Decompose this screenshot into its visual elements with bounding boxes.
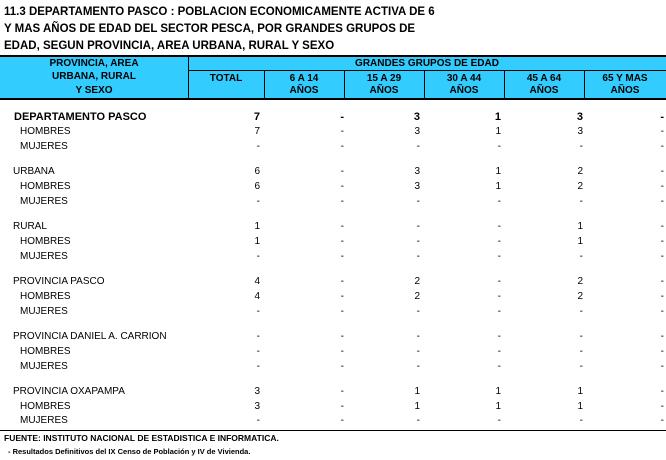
row-label: HOMBRES (20, 401, 71, 412)
row-value: 1 (495, 166, 501, 177)
row-value: - (579, 306, 583, 317)
col-header-15-29: 15 A 29 AÑOS (366, 73, 402, 96)
row-value: - (416, 221, 420, 232)
row-value: - (660, 251, 664, 262)
row-value: - (340, 126, 344, 137)
row-value: - (340, 401, 344, 412)
row-value: 2 (577, 291, 583, 302)
row-value: - (416, 236, 420, 247)
row-label: URBANA (13, 166, 55, 177)
row-value: - (660, 141, 664, 152)
table-row (0, 180, 666, 194)
row-value: 1 (414, 401, 420, 412)
title-line-1: 11.3 DEPARTAMENTO PASCO : POBLACION ECONOMICAMENTE ACTIVA DE 6 (4, 6, 435, 18)
row-value: - (416, 346, 420, 357)
title-line-3: EDAD, SEGUN PROVINCIA, AREA URBANA, RURAL Y SEXO (4, 40, 335, 52)
table-row (0, 290, 666, 304)
row-label: PROVINCIA DANIEL A. CARRION (13, 331, 167, 342)
row-value: 3 (254, 386, 260, 397)
row-label: PROVINCIA PASCO (13, 276, 105, 287)
row-label: MUJERES (20, 306, 68, 317)
col-header-total: TOTAL (209, 73, 243, 84)
table-row (0, 195, 666, 209)
row-value: - (340, 306, 344, 317)
row-value: - (340, 361, 344, 372)
row-value: 1 (577, 386, 583, 397)
row-value: - (340, 166, 344, 177)
row-value: 3 (414, 126, 420, 137)
row-value: - (579, 331, 583, 342)
row-value: - (256, 346, 260, 357)
row-value: - (340, 111, 344, 123)
row-label: MUJERES (20, 141, 68, 152)
row-value: - (340, 181, 344, 192)
col-divider (584, 70, 585, 98)
row-value: 1 (577, 221, 583, 232)
table-title (4, 4, 435, 55)
table-header (0, 55, 666, 100)
row-value: - (579, 346, 583, 357)
table-row (0, 125, 666, 139)
row-value: 3 (414, 166, 420, 177)
col-header-30-44: 30 A 44 AÑOS (446, 73, 482, 96)
row-label: MUJERES (20, 196, 68, 207)
row-value: - (256, 196, 260, 207)
row-value: - (256, 141, 260, 152)
row-value: - (660, 361, 664, 372)
row-value: - (660, 126, 664, 137)
row-value: - (416, 415, 420, 426)
col-header-65-mas: 65 Y MAS AÑOS (602, 73, 648, 96)
row-value: - (416, 141, 420, 152)
row-value: - (416, 196, 420, 207)
row-label: MUJERES (20, 415, 68, 426)
row-value: 7 (253, 111, 260, 123)
row-value: - (340, 346, 344, 357)
row-value: - (497, 331, 501, 342)
row-value: 1 (254, 221, 260, 232)
row-value: 1 (495, 181, 501, 192)
col-divider (424, 70, 425, 98)
row-value: - (660, 276, 664, 287)
row-value: 4 (254, 291, 260, 302)
row-value: - (340, 276, 344, 287)
group-underline (188, 70, 666, 71)
row-value: 1 (577, 236, 583, 247)
col-divider (264, 70, 265, 98)
row-value: - (660, 386, 664, 397)
table-row (0, 110, 666, 124)
row-label: PROVINCIA OXAPAMPA (13, 386, 125, 397)
row-value: 3 (576, 111, 583, 123)
row-value: 3 (577, 126, 583, 137)
row-value: - (497, 276, 501, 287)
table-row (0, 330, 666, 344)
row-value: - (497, 251, 501, 262)
row-value: - (416, 361, 420, 372)
table-row (0, 360, 666, 374)
table-row (0, 275, 666, 289)
row-value: - (497, 361, 501, 372)
col-header-45-64: 45 A 64 AÑOS (526, 73, 562, 96)
row-value: - (660, 346, 664, 357)
table-row (0, 305, 666, 319)
row-value: - (660, 221, 664, 232)
row-value: 1 (494, 111, 501, 123)
row-value: - (579, 141, 583, 152)
row-value: 3 (414, 181, 420, 192)
table-row (0, 345, 666, 359)
row-value: - (497, 236, 501, 247)
row-value: - (660, 166, 664, 177)
row-value: 3 (413, 111, 420, 123)
table-row (0, 220, 666, 234)
row-value: - (660, 291, 664, 302)
row-value: - (256, 415, 260, 426)
row-value: - (579, 196, 583, 207)
source-note: FUENTE: INSTITUTO NACIONAL DE ESTADISTICA E INFORMATICA. (4, 433, 279, 443)
footnote: - Resultados Definitivos del IX Censo de Población y IV de Vivienda. (8, 447, 251, 456)
row-value: - (660, 236, 664, 247)
row-value: - (340, 221, 344, 232)
row-label: HOMBRES (20, 236, 71, 247)
row-value: - (256, 361, 260, 372)
row-value: 6 (254, 181, 260, 192)
row-value: 6 (254, 166, 260, 177)
group-header: GRANDES GRUPOS DE EDAD (355, 58, 499, 69)
row-value: - (416, 331, 420, 342)
row-value: - (256, 251, 260, 262)
header-divider (188, 57, 189, 98)
row-value: - (497, 196, 501, 207)
row-value: - (340, 415, 344, 426)
row-value: - (660, 415, 664, 426)
col-divider (344, 70, 345, 98)
row-value: 2 (577, 166, 583, 177)
row-value: - (497, 346, 501, 357)
row-value: - (497, 306, 501, 317)
row-value: - (340, 291, 344, 302)
stub-header-line-1: PROVINCIA, AREA (49, 58, 139, 69)
row-value: 2 (414, 291, 420, 302)
table-row (0, 165, 666, 179)
row-value: - (340, 251, 344, 262)
row-label: HOMBRES (20, 181, 71, 192)
row-label: DEPARTAMENTO PASCO (14, 111, 147, 123)
row-label: MUJERES (20, 361, 68, 372)
row-value: - (340, 196, 344, 207)
row-label: HOMBRES (20, 126, 71, 137)
row-value: - (579, 251, 583, 262)
table-bottom-rule (0, 430, 666, 431)
row-value: 1 (414, 386, 420, 397)
stub-header-line-3: Y SEXO (75, 85, 113, 96)
col-header-6-14: 6 A 14 AÑOS (289, 73, 319, 96)
row-value: - (497, 221, 501, 232)
row-value: 2 (414, 276, 420, 287)
row-value: - (579, 415, 583, 426)
row-label: MUJERES (20, 251, 68, 262)
stub-header-line-2: URBANA, RURAL (52, 71, 136, 82)
row-value: - (497, 415, 501, 426)
row-value: - (660, 111, 664, 123)
row-value: - (416, 251, 420, 262)
row-value: - (340, 386, 344, 397)
title-line-2: Y MAS AÑOS DE EDAD DEL SECTOR PESCA, POR GRANDES GRUPOS DE (4, 23, 416, 35)
row-value: - (660, 331, 664, 342)
row-label: HOMBRES (20, 346, 71, 357)
row-value: 4 (254, 276, 260, 287)
col-divider (504, 70, 505, 98)
table-row (0, 235, 666, 249)
table-row (0, 414, 666, 428)
table-row (0, 250, 666, 264)
row-value: - (416, 306, 420, 317)
row-value: 1 (495, 401, 501, 412)
row-value: 3 (254, 401, 260, 412)
row-value: - (340, 236, 344, 247)
table-row (0, 385, 666, 399)
row-value: - (340, 331, 344, 342)
row-value: - (660, 306, 664, 317)
row-value: - (660, 181, 664, 192)
row-value: - (497, 291, 501, 302)
table-row (0, 140, 666, 154)
row-value: - (256, 306, 260, 317)
row-label: RURAL (13, 221, 47, 232)
row-value: 7 (254, 126, 260, 137)
row-value: 1 (495, 386, 501, 397)
row-value: - (660, 196, 664, 207)
row-value: 2 (577, 276, 583, 287)
row-value: - (256, 331, 260, 342)
table-row (0, 400, 666, 414)
row-value: - (497, 141, 501, 152)
row-value: - (579, 361, 583, 372)
row-value: 1 (495, 126, 501, 137)
row-value: - (340, 141, 344, 152)
row-value: 2 (577, 181, 583, 192)
row-value: 1 (254, 236, 260, 247)
row-label: HOMBRES (20, 291, 71, 302)
row-value: 1 (577, 401, 583, 412)
row-value: - (660, 401, 664, 412)
